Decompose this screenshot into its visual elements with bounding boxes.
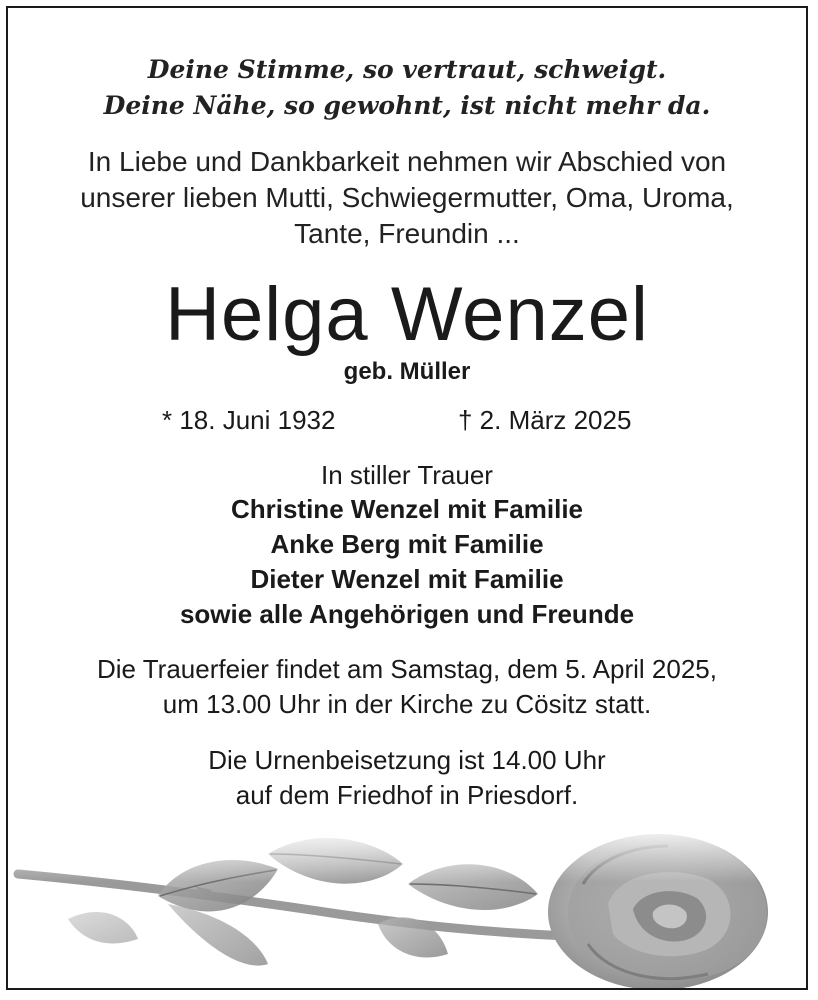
service-line: Die Trauerfeier findet am Samstag, dem 5. April 2025, xyxy=(97,654,717,684)
mourners-list xyxy=(8,492,806,632)
funeral-service-info xyxy=(8,652,806,722)
mourner-item: sowie alle Angehörigen und Freunde xyxy=(179,599,635,629)
service-line: um 13.00 Uhr in der Kirche zu Cösitz statt. xyxy=(162,689,652,719)
intro-line: In Liebe und Dankbarkeit nehmen wir Abschied von xyxy=(87,146,727,177)
urn-burial-info xyxy=(8,743,806,813)
death-date: † 2. März 2025 xyxy=(458,405,632,435)
intro-line: unserer lieben Mutti, Schwiegermutter, Oma, Uroma, xyxy=(80,182,734,213)
birth-date: * 18. Juni 1932 xyxy=(162,405,336,435)
maiden-name: geb. Müller xyxy=(343,358,471,385)
poem-line: Deine Nähe, so gewohnt, ist nicht mehr da. xyxy=(103,91,711,120)
mourning-heading: In stiller Trauer xyxy=(321,460,493,490)
deceased-name: Helga Wenzel xyxy=(165,272,649,357)
mourner-item: Christine Wenzel mit Familie xyxy=(230,494,584,524)
mourner-item: Dieter Wenzel mit Familie xyxy=(250,564,564,594)
rose-icon xyxy=(8,824,806,990)
mourner-item: Anke Berg mit Familie xyxy=(270,529,544,559)
intro-text xyxy=(8,144,806,252)
life-dates xyxy=(8,402,806,438)
intro-line: Tante, Freundin ... xyxy=(294,218,520,249)
burial-line: auf dem Friedhof in Priesdorf. xyxy=(235,780,579,810)
burial-line: Die Urnenbeisetzung ist 14.00 Uhr xyxy=(208,745,606,775)
obituary-frame xyxy=(6,6,808,990)
poem-line: Deine Stimme, so vertraut, schweigt. xyxy=(147,55,667,84)
poem xyxy=(8,52,806,124)
